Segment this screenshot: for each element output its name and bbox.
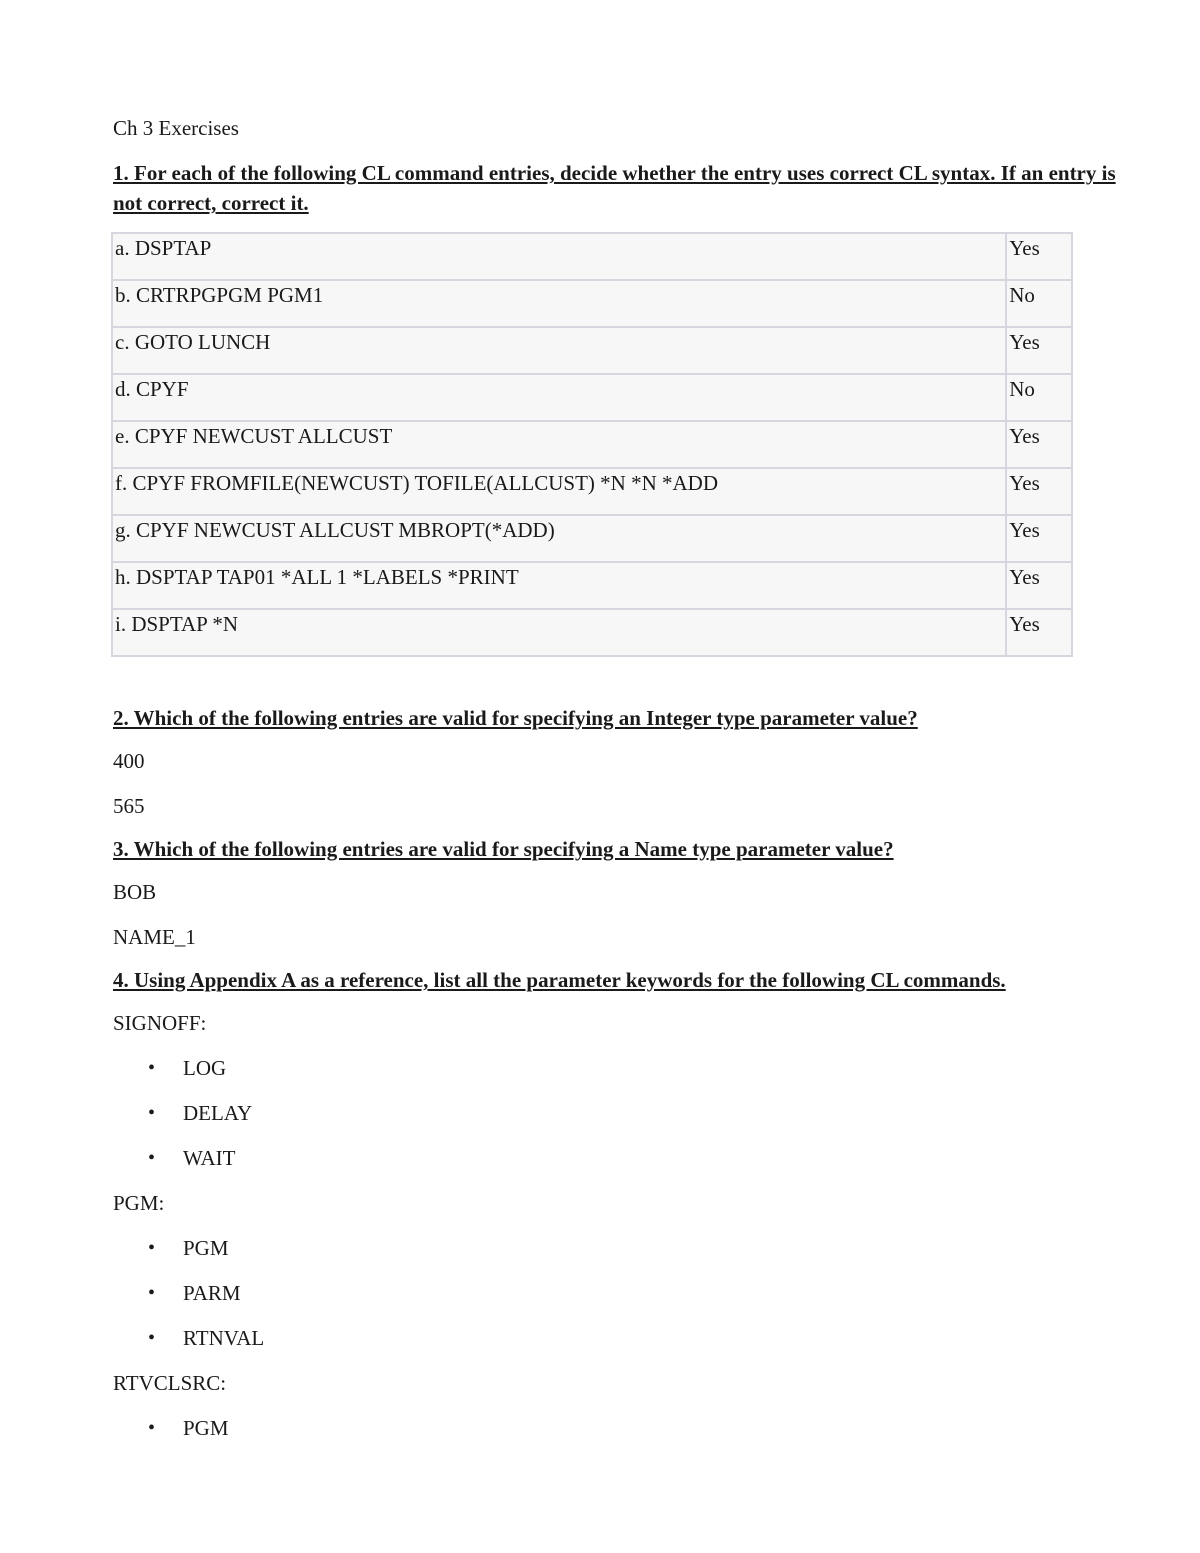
keyword-list bbox=[113, 1054, 1133, 1172]
table-row bbox=[113, 281, 1071, 328]
keyword-list bbox=[113, 1234, 1133, 1352]
table-row bbox=[113, 234, 1071, 281]
bullet-icon: • bbox=[148, 1102, 156, 1124]
bullet-icon: • bbox=[148, 1147, 156, 1169]
keyword-list bbox=[113, 1414, 1133, 1442]
table-row bbox=[113, 422, 1071, 469]
list-item bbox=[113, 1414, 1133, 1442]
keyword-text: DELAY bbox=[183, 1101, 253, 1125]
list-item bbox=[113, 1279, 1133, 1307]
question-1: 1. For each of the following CL command entries, decide whether the entry uses correct CL syntax. If an entry is not correct, correct it. bbox=[113, 161, 1116, 215]
answer-cell: Yes bbox=[1007, 234, 1071, 281]
keyword-text: LOG bbox=[183, 1056, 227, 1080]
entry-cell: d. CPYF bbox=[113, 375, 1007, 422]
table-row bbox=[113, 563, 1071, 610]
table-row bbox=[113, 469, 1071, 516]
question-3: 3. Which of the following entries are valid for specifying a Name type parameter value? bbox=[113, 837, 894, 861]
answer-cell: Yes bbox=[1007, 563, 1071, 610]
list-item bbox=[113, 1099, 1133, 1127]
list-item bbox=[113, 1234, 1133, 1262]
entry-cell: f. CPYF FROMFILE(NEWCUST) TOFILE(ALLCUST) *N *N *ADD bbox=[113, 469, 1007, 516]
command-label: PGM: bbox=[113, 1191, 165, 1215]
bullet-icon: • bbox=[148, 1417, 156, 1439]
answer-cell: Yes bbox=[1007, 610, 1071, 655]
question-2: 2. Which of the following entries are valid for specifying an Integer type parameter value? bbox=[113, 706, 918, 730]
answer-cell: Yes bbox=[1007, 328, 1071, 375]
keyword-text: WAIT bbox=[183, 1146, 236, 1170]
command-label: RTVCLSRC: bbox=[113, 1371, 227, 1395]
syntax-entries-table bbox=[111, 232, 1073, 657]
question-4: 4. Using Appendix A as a reference, list all the parameter keywords for the following CL commands. bbox=[113, 968, 1006, 992]
keyword-text: PARM bbox=[183, 1281, 241, 1305]
list-item bbox=[113, 1054, 1133, 1082]
command-label: SIGNOFF: bbox=[113, 1011, 207, 1035]
entry-cell: a. DSPTAP bbox=[113, 234, 1007, 281]
keyword-text: RTNVAL bbox=[183, 1326, 265, 1350]
table-row bbox=[113, 375, 1071, 422]
entry-cell: g. CPYF NEWCUST ALLCUST MBROPT(*ADD) bbox=[113, 516, 1007, 563]
answer-line: BOB bbox=[113, 880, 157, 904]
answer-cell: No bbox=[1007, 281, 1071, 328]
answer-line: 400 bbox=[113, 749, 145, 773]
answer-line: NAME_1 bbox=[113, 925, 196, 949]
list-item bbox=[113, 1324, 1133, 1352]
bullet-icon: • bbox=[148, 1057, 156, 1079]
entry-cell: i. DSPTAP *N bbox=[113, 610, 1007, 655]
answer-line: 565 bbox=[113, 794, 145, 818]
entry-cell: c. GOTO LUNCH bbox=[113, 328, 1007, 375]
keyword-text: PGM bbox=[183, 1236, 229, 1260]
document-page bbox=[113, 114, 1133, 1459]
answer-cell: Yes bbox=[1007, 469, 1071, 516]
bullet-icon: • bbox=[148, 1237, 156, 1259]
answer-cell: Yes bbox=[1007, 422, 1071, 469]
entry-cell: h. DSPTAP TAP01 *ALL 1 *LABELS *PRINT bbox=[113, 563, 1007, 610]
entry-cell: b. CRTRPGPGM PGM1 bbox=[113, 281, 1007, 328]
document-title: Ch 3 Exercises bbox=[113, 116, 239, 140]
table-row bbox=[113, 610, 1071, 655]
bullet-icon: • bbox=[148, 1327, 156, 1349]
bullet-icon: • bbox=[148, 1282, 156, 1304]
table-row bbox=[113, 516, 1071, 563]
table-row bbox=[113, 328, 1071, 375]
answer-cell: No bbox=[1007, 375, 1071, 422]
entry-cell: e. CPYF NEWCUST ALLCUST bbox=[113, 422, 1007, 469]
list-item bbox=[113, 1144, 1133, 1172]
answer-cell: Yes bbox=[1007, 516, 1071, 563]
keyword-text: PGM bbox=[183, 1416, 229, 1440]
